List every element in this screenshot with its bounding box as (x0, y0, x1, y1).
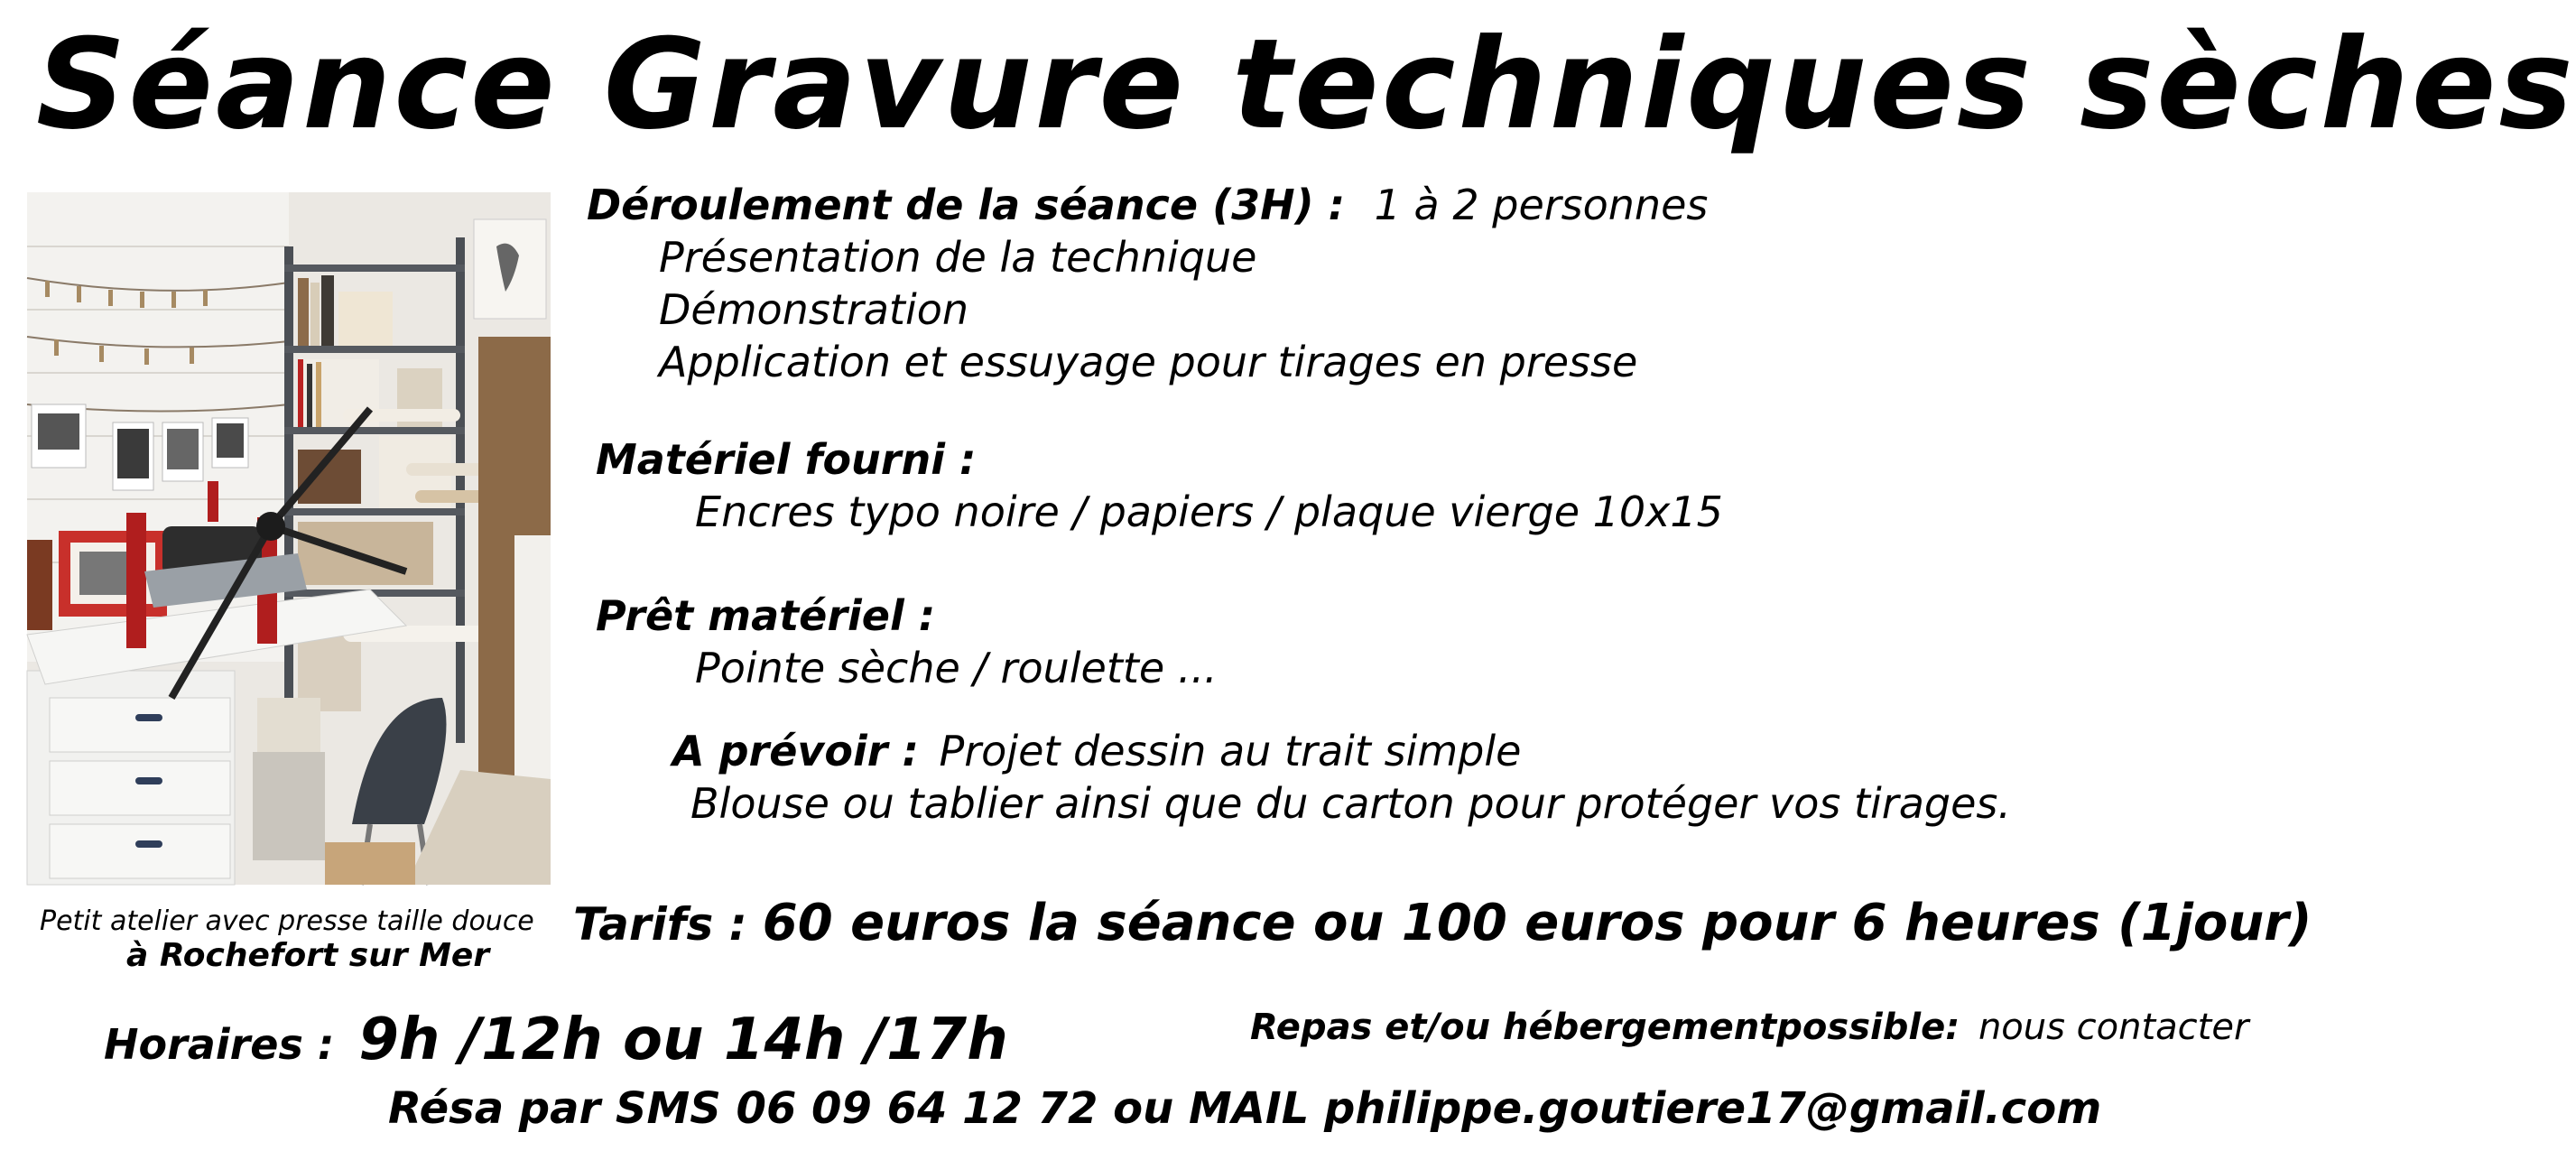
prevoir-text2: Blouse ou tablier ainsi que du carton pour protéger vos tirages. (690, 779, 2011, 828)
photo-caption-line1: Petit atelier avec presse taille douce (40, 905, 534, 937)
pret-text: Pointe sèche / roulette ... (695, 644, 1218, 692)
materiel-text: Encres typo noire / papiers / plaque vierge 10x15 (695, 487, 1723, 536)
photo-caption-line2: à Rochefort sur Mer (126, 937, 490, 974)
deroulement-item: Démonstration (659, 285, 969, 334)
prevoir-text1: Projet dessin au trait simple (939, 727, 1522, 775)
repas-text: nous contacter (1978, 1007, 2249, 1048)
horaires-label: Horaires : (104, 1020, 335, 1069)
workshop-illustration (27, 192, 551, 885)
horaires-line (104, 1007, 1008, 1073)
horaires-text: 9h /12h ou 14h /17h (358, 1007, 1008, 1073)
tarifs-line (573, 894, 2312, 952)
prevoir-line (672, 727, 1521, 775)
deroulement-item: Présentation de la technique (659, 233, 1257, 282)
deroulement-item: Application et essuyage pour tirages en presse (659, 338, 1638, 386)
tarifs-label: Tarifs : (573, 898, 747, 951)
repas-line (1250, 1007, 2248, 1048)
tarifs-text: 60 euros la séance ou 100 euros pour 6 heures (1jour) (762, 894, 2312, 952)
pret-heading: Prêt matériel : (596, 591, 936, 640)
prevoir-heading: A prévoir : (672, 727, 919, 775)
deroulement-persons: 1 à 2 personnes (1374, 181, 1709, 229)
deroulement-heading: Déroulement de la séance (3H) : (587, 181, 1346, 229)
repas-bold: Repas et/ou hébergementpossible: (1250, 1007, 1960, 1048)
workshop-photo (27, 192, 551, 885)
page-title: Séance Gravure techniques sèches (36, 12, 2576, 157)
reservation-contact: Résa par SMS 06 09 64 12 72 ou MAIL philippe.goutiere17@gmail.com (388, 1083, 2102, 1134)
deroulement-line (587, 181, 1708, 229)
materiel-heading: Matériel fourni : (596, 435, 977, 484)
